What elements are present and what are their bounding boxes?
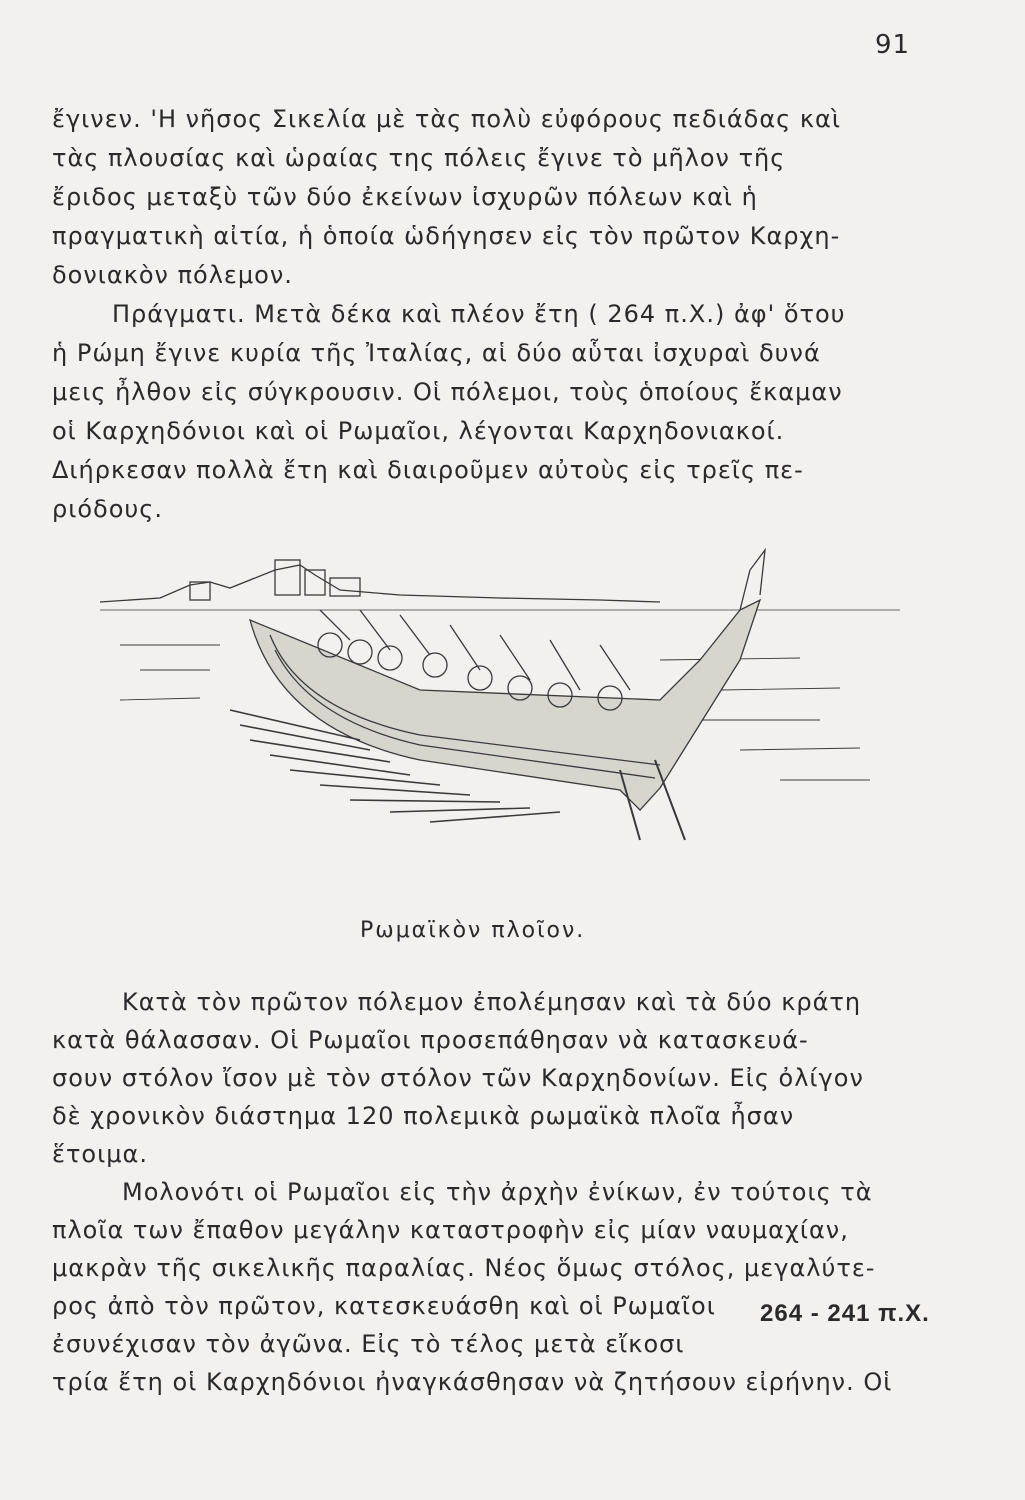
- text-line: ρος ἀπὸ τὸν πρῶτον, κατεσκευάσθη καὶ οἱ Ρωμαῖοι: [52, 1292, 716, 1320]
- page-number: 91: [875, 30, 911, 60]
- ship-drawing-icon: [100, 540, 900, 870]
- text-line: Κατὰ τὸν πρῶτον πόλεμον ἐπολέμησαν καὶ τὰ δύο κράτη: [122, 988, 862, 1016]
- text-line: Μολονότι οἱ Ρωμαῖοι εἰς τὴν ἀρχὴν ἐνίκων, ἐν τούτοις τὰ: [122, 1178, 873, 1206]
- text-line: τρία ἔτη οἱ Καρχηδόνιοι ἠναγκάσθησαν νὰ ζητήσουν εἰρήνην. Οἱ: [52, 1368, 893, 1396]
- text-line: Πράγματι. Μετὰ δέκα καὶ πλέον ἔτη ( 264 π.Χ.) ἀφ' ὅτου: [112, 300, 846, 328]
- text-line: κατὰ θάλασσαν. Οἱ Ρωμαῖοι προσεπάθησαν νὰ κατασκευά-: [52, 1026, 809, 1054]
- text-line: δὲ χρονικὸν διάστημα 120 πολεμικὰ ρωμαϊκὰ πλοῖα ἦσαν: [52, 1102, 795, 1130]
- text-line: οἱ Καρχηδόνιοι καὶ οἱ Ρωμαῖοι, λέγονται Καρχηδονιακοί.: [52, 417, 785, 445]
- figure-caption: Ρωμαϊκὸν πλοῖον.: [360, 918, 586, 943]
- text-line: πλοῖα των ἔπαθον μεγάλην καταστροφὴν εἰς μίαν ναυμαχίαν,: [52, 1216, 849, 1244]
- text-line: μακρὰν τῆς σικελικῆς παραλίας. Νέος ὅμως στόλος, μεγαλύτε-: [52, 1254, 876, 1282]
- text-line: ἡ Ρώμη ἔγινε κυρία τῆς Ἰταλίας, αἱ δύο αὗται ἰσχυραὶ δυνά: [52, 339, 821, 367]
- body-text-bottom: [52, 983, 957, 1401]
- roman-ship-illustration: [100, 540, 900, 870]
- text-line: Διήρκεσαν πολλὰ ἔτη καὶ διαιροῦμεν αὐτοὺς εἰς τρεῖς πε-: [52, 456, 804, 484]
- text-line: μεις ἦλθον εἰς σύγκρουσιν. Οἱ πόλεμοι, τοὺς ὁποίους ἔκαμαν: [52, 378, 843, 406]
- text-line: ἐσυνέχισαν τὸν ἀγῶνα. Εἰς τὸ τέλος μετὰ εἴκοσι: [52, 1330, 685, 1358]
- text-line: ριόδους.: [52, 495, 164, 523]
- text-line: σουν στόλον ἴσον μὲ τὸν στόλον τῶν Καρχηδονίων. Εἰς ὀλίγον: [52, 1064, 864, 1092]
- text-line: ἔριδος μεταξὺ τῶν δύο ἐκείνων ἰσχυρῶν πόλεων καὶ ἡ: [52, 183, 758, 211]
- text-line: δονιακὸν πόλεμον.: [52, 261, 293, 289]
- text-line: ἔγινεν. 'Η νῆσος Σικελία μὲ τὰς πολὺ εὐφόρους πεδιάδας καὶ: [52, 105, 841, 133]
- text-line: τὰς πλουσίας καὶ ὡραίας της πόλεις ἔγινε τὸ μῆλον τῆς: [52, 144, 786, 172]
- body-text-top: [52, 100, 957, 529]
- text-line: πραγματικὴ αἰτία, ἡ ὁποία ὡδήγησεν εἰς τὸν πρῶτον Καρχη-: [52, 222, 841, 250]
- date-sidenote: 264 - 241 π.Χ.: [760, 1300, 930, 1327]
- text-line: ἕτοιμα.: [52, 1140, 148, 1168]
